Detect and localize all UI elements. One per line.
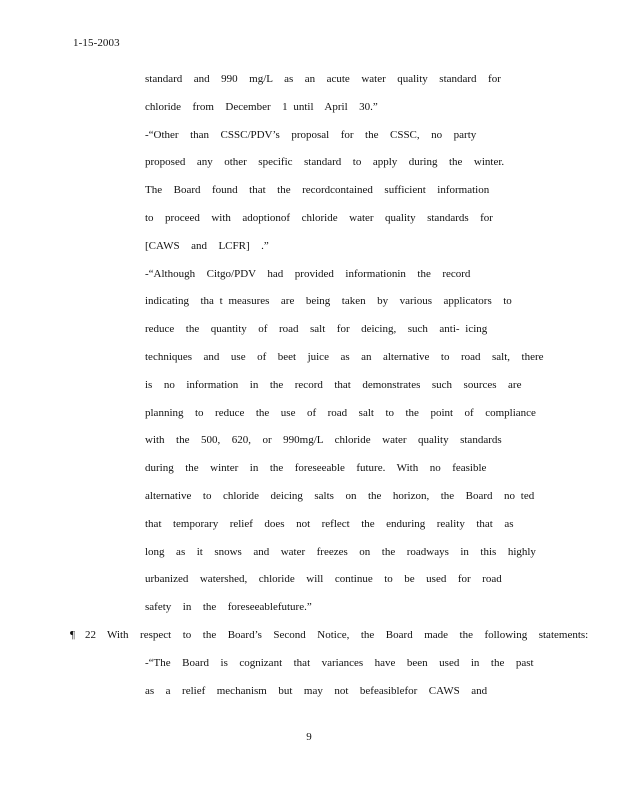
text-line: planning to reduce the use of road salt to the point of compliance — [145, 406, 536, 419]
paragraph-lead-text: With respect to the Board’s Second Notice, the Board made the following statements: — [107, 628, 589, 641]
text-line: safety in the foreseeablefuture.” — [145, 601, 312, 614]
text-line: reduce the quantity of road salt for deicing, such anti- icing — [145, 323, 488, 336]
text-line: standard and 990 mg/L as an acute water quality standard for — [145, 73, 501, 85]
text-line: -“Although Citgo/PDV had provided informationin the record — [145, 267, 471, 280]
text-line: urbanized watershed, chloride will continue to be used for road — [145, 573, 502, 586]
text-line: with the 500, 620, or 990mg/L chloride water quality standards — [145, 434, 502, 447]
paragraph-number: 22 — [85, 628, 96, 641]
text-line: chloride from December 1 until April 30.” — [145, 100, 378, 113]
text-line: -“The Board is cognizant that variances have been used in the past — [145, 656, 534, 669]
text-line: long as it snows and water freezes on the roadways in this highly — [145, 545, 536, 558]
paragraph-22-heading — [70, 626, 589, 654]
text-line: alternative to chloride deicing salts on the horizon, the Board no ted — [145, 489, 535, 502]
text-line: is no information in the record that demonstrates such sources are — [145, 378, 522, 391]
document-date: 1-15-2003 — [73, 37, 120, 49]
page-number: 9 — [306, 731, 312, 743]
text-line: proposed any other specific standard to apply during the winter. — [145, 156, 505, 169]
paragraph-mark: ¶ — [70, 628, 75, 641]
text-line: techniques and use of beet juice as an alternative to road salt, there — [145, 350, 544, 363]
text-line: to proceed with adoptionof chloride water quality standards for — [145, 211, 493, 224]
text-line: as a relief mechanism but may not befeasiblefor CAWS and — [145, 684, 488, 697]
text-line: The Board found that the recordcontained sufficient information — [145, 184, 490, 197]
text-line: -“Other than CSSC/PDV’s proposal for the CSSC, no party — [145, 128, 477, 141]
text-line: that temporary relief does not reflect the enduring reality that as — [145, 517, 514, 530]
text-line: during the winter in the foreseeable future. With no feasible — [145, 462, 487, 475]
document-body — [70, 70, 589, 709]
text-line: [CAWS and LCFR] .” — [145, 239, 269, 252]
text-line: indicating tha t measures are being taken by various applicators to — [145, 295, 512, 308]
